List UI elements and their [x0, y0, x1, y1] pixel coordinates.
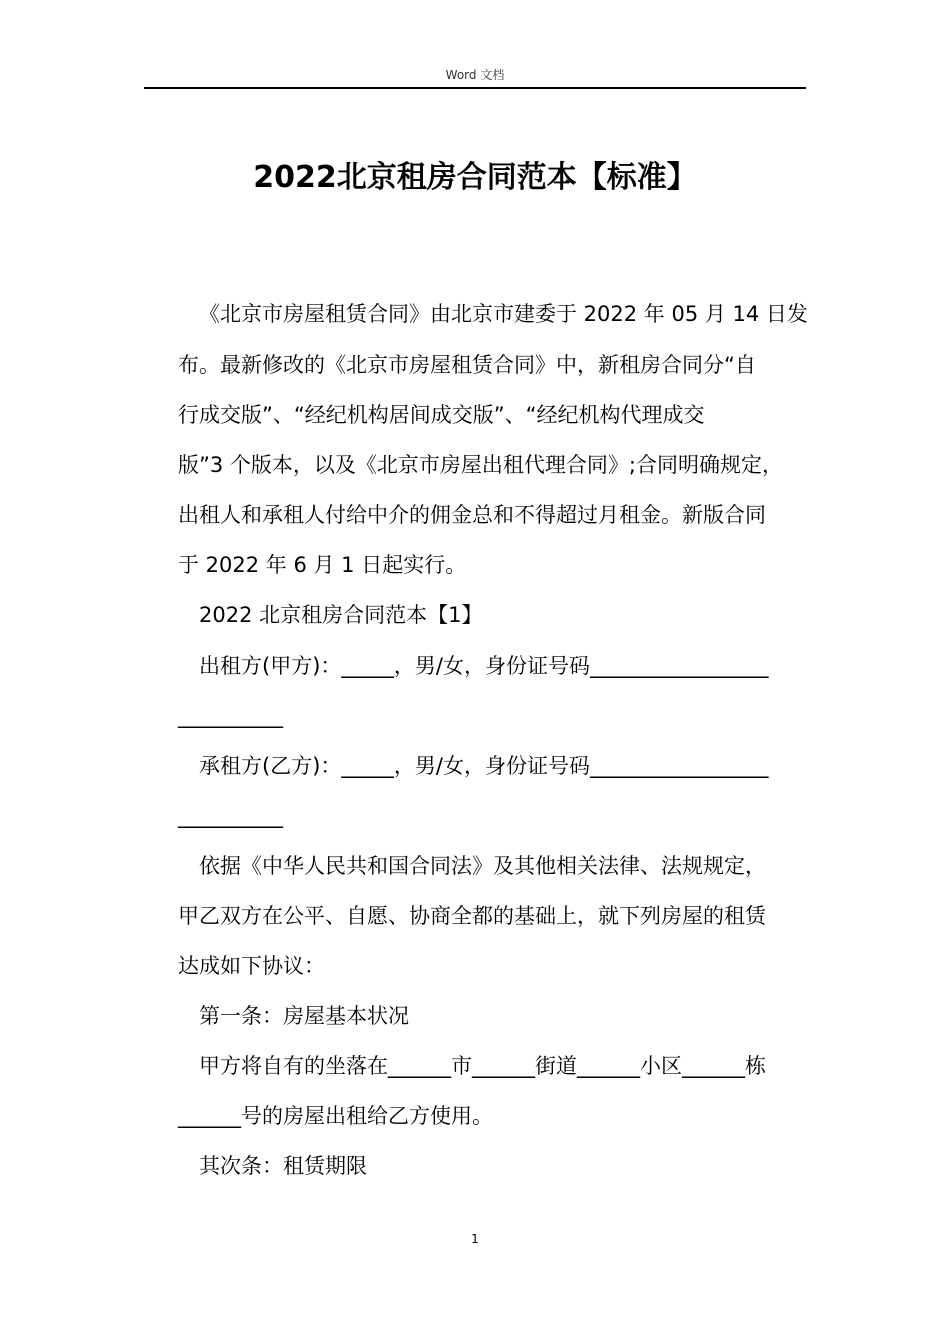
article-1-line: 甲方将自有的坐落在______市______街道______小区______栋 — [199, 1054, 766, 1078]
article-1-title: 第一条：房屋基本状况 — [199, 1004, 409, 1028]
article-1-line: ______号的房屋出租给乙方使用。 — [178, 1104, 493, 1128]
basis-line: 依据《中华人民共和国合同法》及其他相关法律、法规规定， — [199, 854, 766, 878]
intro-line: 版”3 个版本，以及《北京市房屋出租代理合同》;合同明确规定， — [178, 453, 783, 477]
intro-line: 布。最新修改的《北京市房屋租赁合同》中，新租房合同分“自 — [178, 353, 756, 377]
header-divider — [144, 87, 806, 89]
party-a-line: 出租方(甲方)：_____，男/女，身份证号码_________________ — [199, 654, 769, 678]
intro-line: 行成交版”、“经纪机构居间成交版”、“经纪机构代理成交 — [178, 403, 705, 427]
intro-line: 于 2022 年 6 月 1 日起实行。 — [178, 553, 467, 577]
document-title: 2022北京租房合同范本【标准】 — [253, 160, 697, 195]
basis-line: 甲乙双方在公平、自愿、协商全都的基础上，就下列房屋的租赁 — [178, 904, 766, 928]
intro-line: 《北京市房屋租赁合同》由北京市建委于 2022 年 05 月 14 日发 — [199, 302, 808, 326]
party-b-line: 承租方(乙方)：_____，男/女，身份证号码_________________ — [199, 754, 769, 778]
party-a-line: __________ — [178, 704, 283, 728]
party-b-line: __________ — [178, 804, 283, 828]
intro-line: 出租人和承租人付给中介的佣金总和不得超过月租金。新版合同 — [178, 503, 766, 527]
page-number: 1 — [471, 1232, 479, 1246]
section-title: 2022 北京租房合同范本【1】 — [199, 603, 483, 627]
header-label: Word 文档 — [445, 68, 505, 82]
basis-line: 达成如下协议： — [178, 954, 325, 978]
article-2-title: 其次条：租赁期限 — [199, 1154, 367, 1178]
